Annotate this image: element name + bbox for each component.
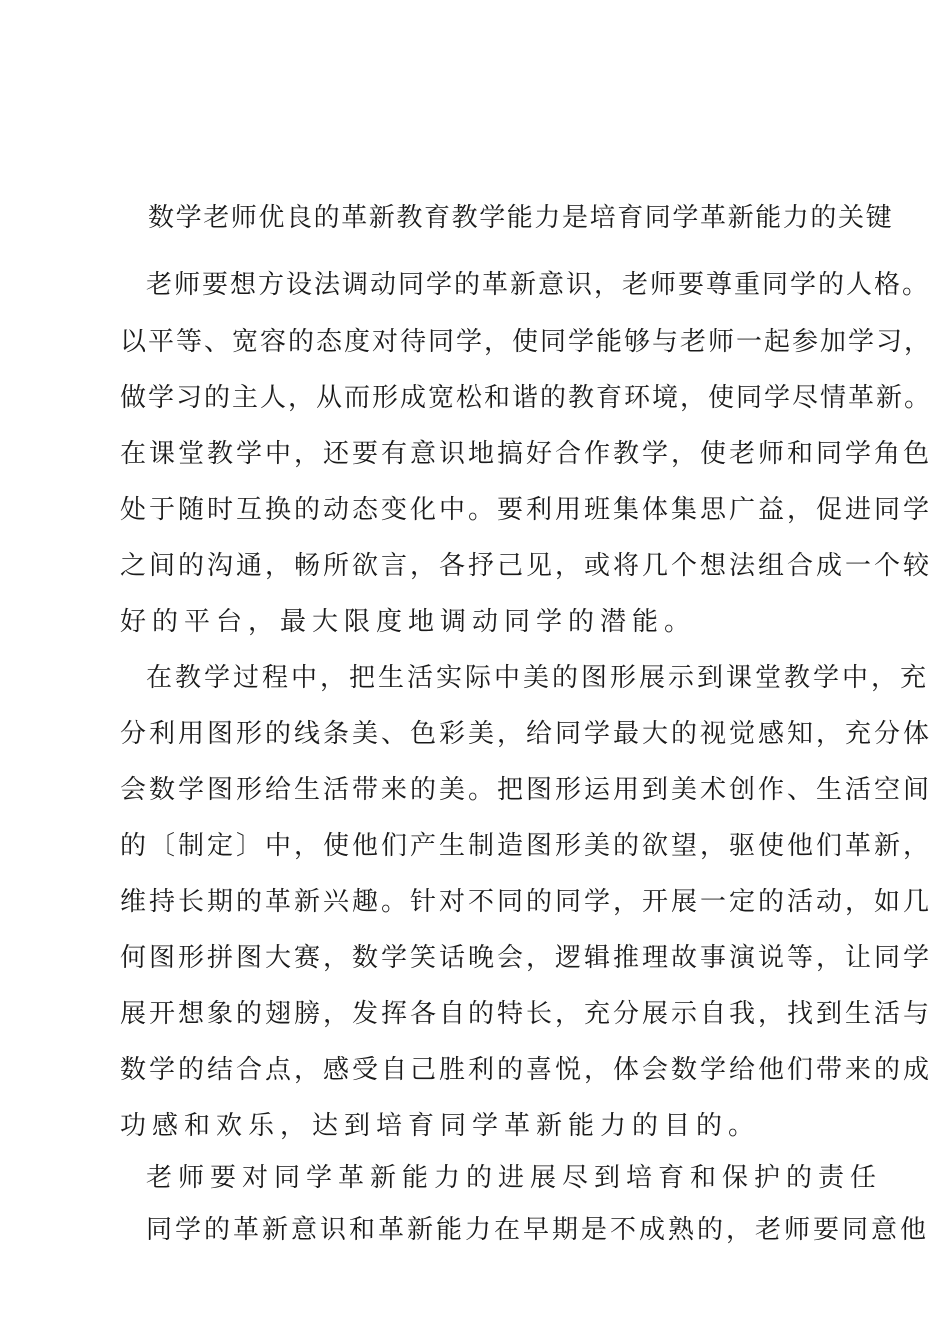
text-line: 在教学过程中，把生活实际中美的图形展示到课堂教学中，充 — [146, 663, 930, 693]
text-line: 会数学图形给生活带来的美。把图形运用到美术创作、生活空间 — [120, 775, 933, 805]
text-line: 老师要想方设法调动同学的革新意识，老师要尊重同学的人格。 — [146, 270, 931, 300]
text-line: 展开想象的翅膀，发挥各自的特长，充分展示自我，找到生活与 — [120, 999, 933, 1029]
text-line: 维持长期的革新兴趣。针对不同的同学，开展一定的活动，如几 — [120, 887, 933, 917]
text-line: 之间的沟通，畅所欲言，各抒己见，或将几个想法组合成一个较 — [120, 551, 933, 581]
text-line: 做学习的主人，从而形成宽松和谐的教育环境，使同学尽情革新。 — [120, 383, 933, 413]
text-line: 何图形拼图大赛，数学笑话晚会，逻辑推理故事演说等，让同学 — [120, 943, 933, 973]
text-line: 以平等、宽容的态度对待同学，使同学能够与老师一起参加学习， — [120, 327, 933, 357]
text-line: 功感和欢乐，达到培育同学革新能力的目的。 — [120, 1111, 761, 1141]
text-line: 分利用图形的线条美、色彩美，给同学最大的视觉感知，充分体 — [120, 719, 933, 749]
text-line: 处于随时互换的动态变化中。要利用班集体集思广益，促进同学 — [120, 495, 933, 525]
text-line: 的〔制定〕中，使他们产生制造图形美的欲望，驱使他们革新， — [120, 831, 933, 861]
text-line: 在课堂教学中，还要有意识地搞好合作教学，使老师和同学角色 — [120, 439, 933, 469]
document-title: 数学老师优良的革新教育教学能力是培育同学革新能力的关键 — [148, 203, 894, 233]
text-line: 数学的结合点，感受自己胜利的喜悦，体会数学给他们带来的成 — [120, 1055, 933, 1085]
text-line: 老师要对同学革新能力的进展尽到培育和保护的责任 — [146, 1163, 883, 1193]
text-line: 同学的革新意识和革新能力在早期是不成熟的，老师要同意他 — [146, 1215, 930, 1245]
text-line: 好的平台，最大限度地调动同学的潜能。 — [120, 607, 697, 637]
